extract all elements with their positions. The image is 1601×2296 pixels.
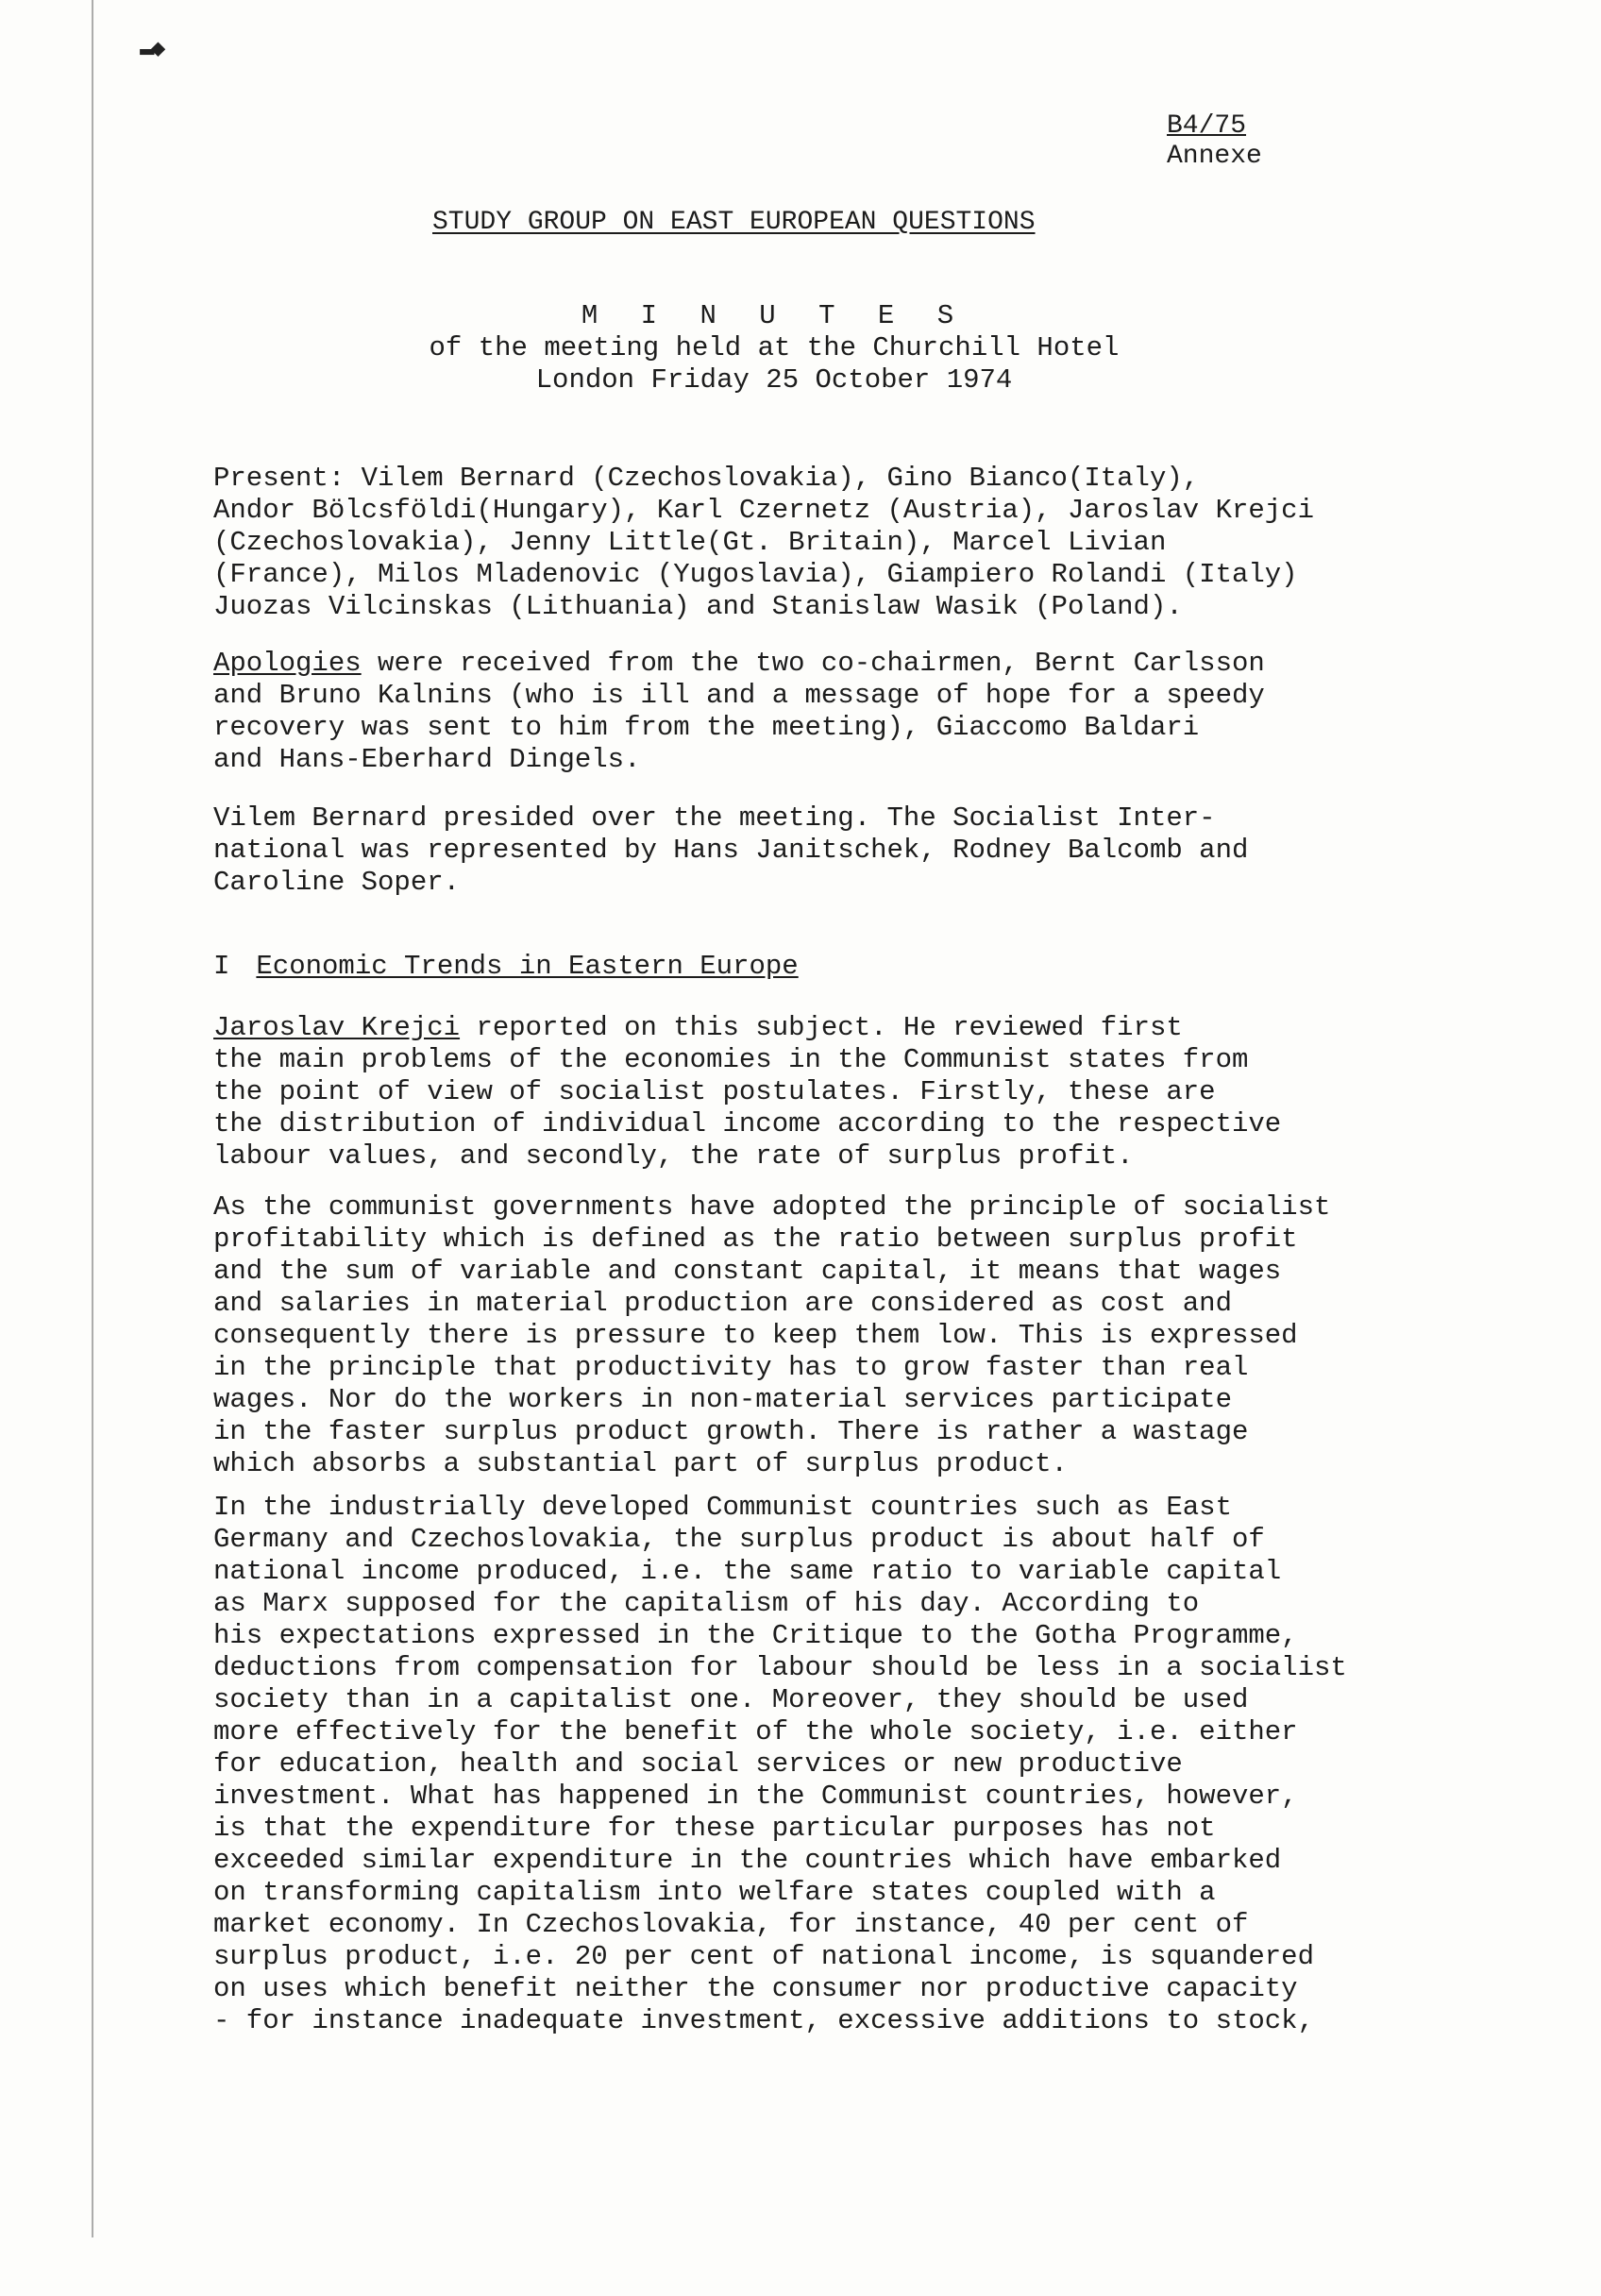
presided-paragraph <box>213 802 1488 899</box>
apologies-label: Apologies <box>213 648 362 679</box>
reference-code: B4/75 <box>1167 111 1247 141</box>
profitability-line: As the communist governments have adopted the principle of socialist <box>213 1191 1331 1223</box>
reporter-line: labour values, and secondly, the rate of surplus profit. <box>213 1140 1134 1172</box>
minutes-title: M I N U T E S <box>581 300 968 331</box>
presided-line: national was represented by Hans Janitschek, Rodney Balcomb and <box>213 835 1249 866</box>
section-heading <box>213 951 799 982</box>
group-title: STUDY GROUP ON EAST EUROPEAN QUESTIONS <box>432 208 1036 237</box>
industrial-line: deductions from compensation for labour should be less in a socialist <box>213 1652 1347 1683</box>
minutes-location-line: of the meeting held at the Churchill Hotel <box>429 332 1120 363</box>
present-line: Present: Vilem Bernard (Czechoslovakia), Gino Bianco(Italy), <box>213 463 1200 494</box>
industrial-line: on transforming capitalism into welfare states coupled with a <box>213 1877 1216 1908</box>
profitability-line: which absorbs a substantial part of surplus product. <box>213 1448 1068 1479</box>
profitability-paragraph <box>213 1191 1488 1480</box>
reporter-line: the point of view of socialist postulates. Firstly, these are <box>213 1076 1216 1107</box>
profitability-line: in the faster surplus product growth. There is rather a wastage <box>213 1416 1249 1447</box>
industrial-line: In the industrially developed Communist countries such as East <box>213 1492 1232 1523</box>
section-number: I <box>213 951 230 982</box>
present-line: Juozas Vilcinskas (Lithuania) and Stanislaw Wasik (Poland). <box>213 591 1183 622</box>
profitability-line: and the sum of variable and constant capital, it means that wages <box>213 1256 1282 1287</box>
reporter-line: the distribution of individual income according to the respective <box>213 1108 1282 1140</box>
apologies-line: and Bruno Kalnins (who is ill and a message of hope for a speedy <box>213 680 1265 711</box>
apologies-line: recovery was sent to him from the meeting), Giaccomo Baldari <box>213 712 1200 743</box>
industrial-paragraph <box>213 1492 1488 2037</box>
left-margin-line <box>92 0 93 2237</box>
apologies-line: were received from the two co-chairmen, Bernt Carlsson <box>361 648 1265 679</box>
present-line: Andor Bölcsföldi(Hungary), Karl Czernetz (Austria), Jaroslav Krejci <box>213 495 1314 526</box>
profitability-line: in the principle that productivity has to grow faster than real <box>213 1352 1249 1383</box>
section-title: Economic Trends in Eastern Europe <box>256 951 799 982</box>
industrial-line: national income produced, i.e. the same ratio to variable capital <box>213 1556 1282 1587</box>
presided-line: Caroline Soper. <box>213 867 461 898</box>
reference-label: Annexe <box>1167 142 1262 171</box>
industrial-line: society than in a capitalist one. Moreover, they should be used <box>213 1684 1249 1715</box>
industrial-line: on uses which benefit neither the consumer nor productive capacity <box>213 1973 1298 2004</box>
industrial-line: investment. What has happened in the Communist countries, however, <box>213 1781 1298 1812</box>
reporter-line: the main problems of the economies in the Communist states from <box>213 1044 1249 1075</box>
industrial-line: exceeded similar expenditure in the countries which have embarked <box>213 1845 1282 1876</box>
reference-block <box>1167 111 1262 172</box>
profitability-line: wages. Nor do the workers in non-material services participate <box>213 1384 1232 1415</box>
minutes-heading <box>321 300 1227 397</box>
present-paragraph <box>213 463 1488 623</box>
industrial-line: Germany and Czechoslovakia, the surplus product is about half of <box>213 1524 1265 1555</box>
present-line: (Czechoslovakia), Jenny Little(Gt. Britain), Marcel Livian <box>213 527 1167 558</box>
present-line: (France), Milos Mladenovic (Yugoslavia), Giampiero Rolandi (Italy) <box>213 559 1298 590</box>
industrial-line: market economy. In Czechoslovakia, for instance, 40 per cent of <box>213 1909 1249 1940</box>
presided-line: Vilem Bernard presided over the meeting. The Socialist Inter- <box>213 802 1216 834</box>
industrial-line: - for instance inadequate investment, excessive additions to stock, <box>213 2005 1314 2036</box>
profitability-line: profitability which is defined as the ratio between surplus profit <box>213 1224 1298 1255</box>
reporter-name: Jaroslav Krejci <box>213 1012 461 1043</box>
industrial-line: surplus product, i.e. 20 per cent of national income, is squandered <box>213 1941 1314 1972</box>
industrial-line: is that the expenditure for these particular purposes has not <box>213 1813 1216 1844</box>
profitability-line: and salaries in material production are considered as cost and <box>213 1288 1232 1319</box>
apologies-line: and Hans-Eberhard Dingels. <box>213 744 641 775</box>
industrial-line: his expectations expressed in the Critique to the Gotha Programme, <box>213 1620 1298 1651</box>
minutes-date-line: London Friday 25 October 1974 <box>535 364 1013 396</box>
corner-mark-icon: ▬◆ <box>140 35 162 63</box>
reporter-line: reported on this subject. He reviewed first <box>460 1012 1183 1043</box>
industrial-line: for education, health and social services or new productive <box>213 1748 1183 1780</box>
apologies-paragraph <box>213 648 1488 776</box>
profitability-line: consequently there is pressure to keep them low. This is expressed <box>213 1320 1298 1351</box>
industrial-line: more effectively for the benefit of the whole society, i.e. either <box>213 1716 1298 1747</box>
reporter-paragraph <box>213 1012 1488 1173</box>
industrial-line: as Marx supposed for the capitalism of his day. According to <box>213 1588 1200 1619</box>
